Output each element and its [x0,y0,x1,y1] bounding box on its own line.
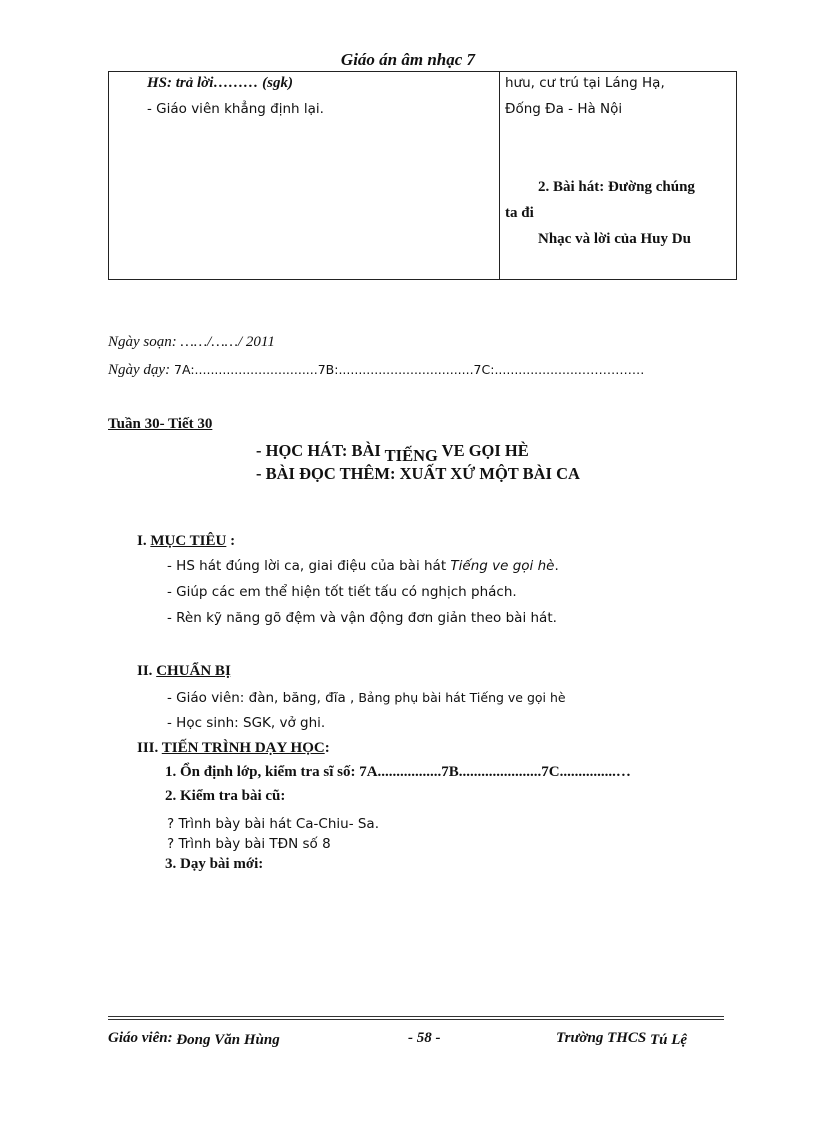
section-2-number: II. [137,663,157,679]
lesson-week: Tuần 30- Tiết 30 [108,416,213,432]
section-2-item-1a: - Giáo viên: đàn, băng, đĩa , [167,690,355,706]
table-song-line2: ta đi [505,205,534,221]
table-right-line2: Đống Đa - Hà Nội [505,101,623,117]
date-taught [108,360,644,379]
section-3-title: TIẾN TRÌNH DẠY HỌC [161,740,325,756]
step-1 [165,764,631,781]
table-column-divider [499,71,500,280]
section-1-heading [137,533,235,550]
footer-school-b: Tú Lệ [650,1032,688,1048]
lesson-title-1a: - HỌC HÁT: BÀI [256,441,385,460]
lesson-title-2: - BÀI ĐỌC THÊM: XUẤT XỨ MỘT BÀI CA [256,464,580,483]
table-left-line1: HS: trả lời……… (sgk) [147,75,293,91]
step-2: 2. Kiểm tra bài cũ: [165,788,286,804]
page-header-title: Giáo án âm nhạc 7 [340,50,476,69]
lesson-title-1b: TIẾNG [384,446,438,465]
section-1-item-1a: - HS hát đúng lời ca, giai điệu của bài hát [167,558,451,574]
step-1a: 1. Ổn định lớp, [165,764,266,780]
section-1-item-1 [167,558,559,574]
section-3-colon: : [324,740,330,756]
section-1-title: MỤC TIÊU [150,533,227,549]
section-1-colon: : [226,533,236,549]
section-2-item-1b: Bảng phụ bài hát Tiếng ve gọi hè [354,690,566,705]
section-1-item-2: - Giúp các em thể hiện tốt tiết tấu có nghịch phách. [167,584,517,600]
section-1-item-3: - Rèn kỹ năng gõ đệm và vận động đơn giản theo bài hát. [167,610,557,626]
section-3-heading [137,740,330,757]
table-right-line1: hưu, cư trú tại Láng Hạ, [505,75,665,91]
question-2: ? Trình bày bài TĐN số 8 [167,836,331,852]
date-prepared: Ngày soạn: ……/……/ 2011 [108,334,275,350]
step-3: 3. Dạy bài mới: [165,856,264,872]
footer-school [556,1030,687,1047]
section-1-item-1b: Tiếng ve gọi hè [450,558,555,574]
step-1b: kiểm [265,764,297,780]
footer-page-number: - 58 - [408,1030,441,1046]
section-1-number: I. [137,533,151,549]
section-2-item-1 [167,690,566,706]
footer-teacher-name: Đong Văn Hùng [172,1032,280,1048]
section-1-item-1c: . [554,558,559,574]
table-left-line2: - Giáo viên khẳng định lại. [147,101,324,117]
section-2-item-2: - Học sinh: SGK, vở ghi. [167,715,326,731]
table-song-author: Nhạc và lời của Huy Du [538,231,691,247]
footer-rule-top [108,1016,724,1017]
date-taught-values: 7A:...............................7B:..................................7C:......................…………… [170,362,645,377]
footer-school-a: Trường THCS [556,1030,650,1046]
footer-teacher [108,1030,280,1047]
footer-teacher-label: Giáo viên: [108,1030,173,1046]
section-3-number: III. [137,740,162,756]
lesson-title-1c: VE GỌI HÈ [437,441,529,460]
date-taught-label: Ngày dạy: [108,362,171,378]
table-song-line1: 2. Bài hát: Đường chúng [538,179,695,195]
question-1: ? Trình bày bài hát Ca-Chiu- Sa. [167,816,379,832]
footer-rule-bottom [108,1019,724,1020]
section-2-heading [137,663,231,680]
section-2-title: CHUẨN BỊ [156,663,231,679]
lesson-title-1 [256,441,529,465]
step-1c: tra sĩ số: 7A.................7B......................7C...............… [296,764,631,780]
